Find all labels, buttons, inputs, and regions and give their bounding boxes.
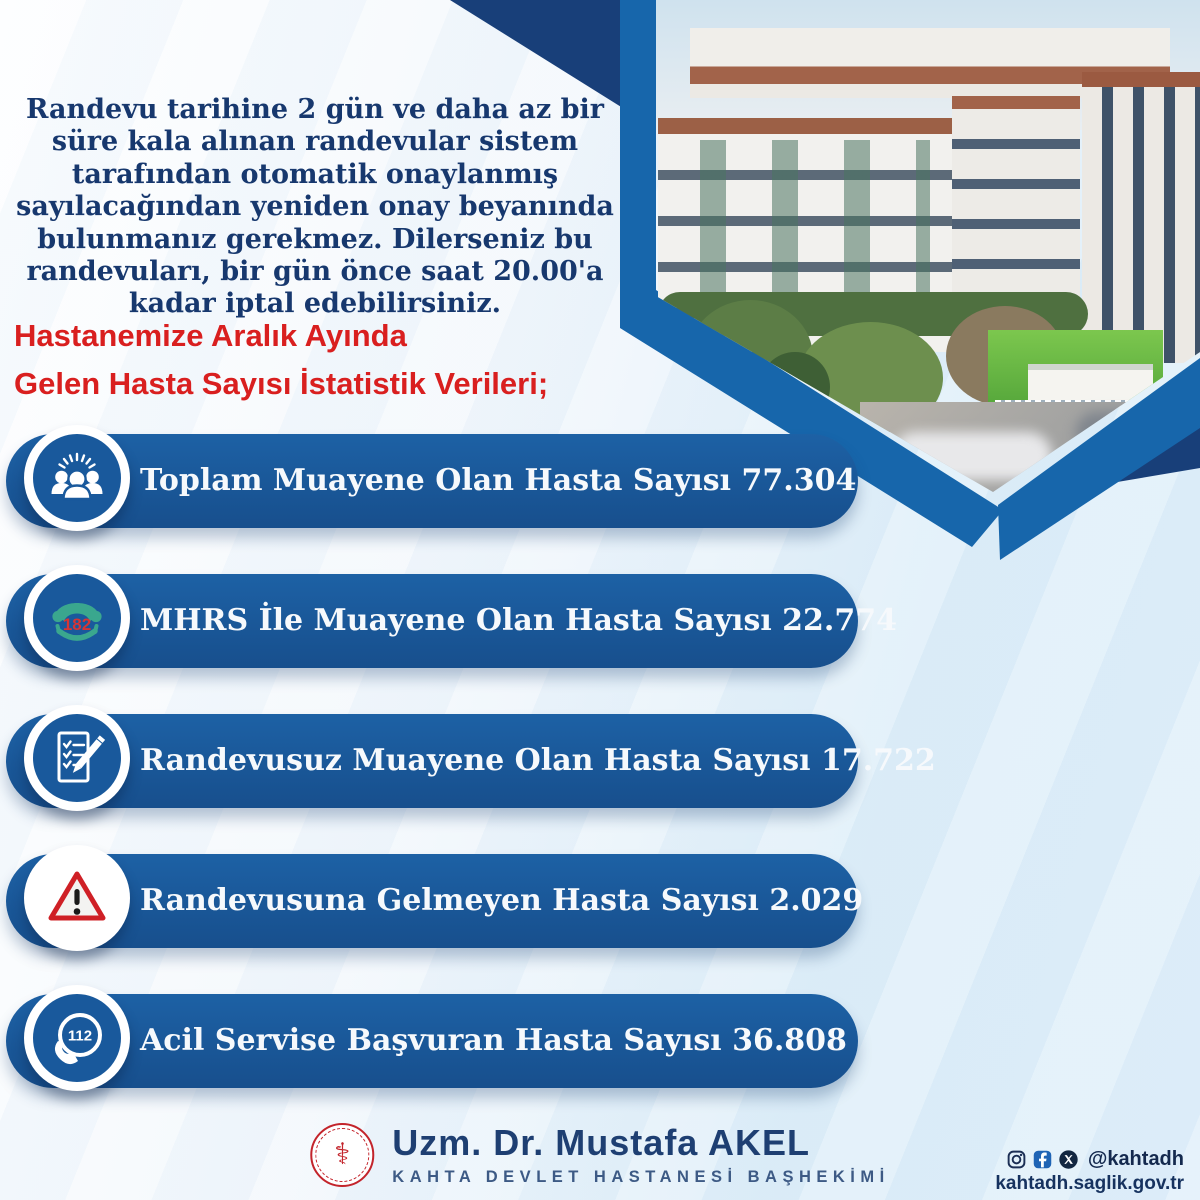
people-group-icon: [24, 425, 130, 531]
photo-building-right: [1082, 72, 1200, 363]
statistics-title-line2: Gelen Hasta Sayısı İstatistik Verileri;: [14, 366, 549, 402]
instagram-icon: [1006, 1149, 1027, 1170]
social-handle: @kahtadh: [1087, 1148, 1184, 1170]
stat-row-total-examined: [6, 434, 858, 528]
mhrs-182-phone-icon: [24, 565, 130, 671]
emergency-icon-number: 112: [67, 1027, 93, 1045]
appointment-notice-text: Randevu tarihine 2 gün ve daha az bir süre kala alınan randevular sistem tarafından otomatik onaylanmış sayılacağından yeniden onay beyanında bulunmanız gerekmez. Dilerseniz bu randevuları, bir gün önce saat 20.00'a kadar iptal edebilirsiniz.: [16, 94, 614, 320]
website-url: kahtadh.saglik.gov.tr: [995, 1173, 1184, 1194]
stat-row-noshow: [6, 854, 864, 948]
stat-label: Acil Servise Başvuran Hasta Sayısı 36.808: [140, 1023, 847, 1058]
stat-label: Toplam Muayene Olan Hasta Sayısı 77.304: [140, 463, 857, 498]
statistics-title: [14, 312, 644, 408]
warning-triangle-icon: [24, 845, 130, 951]
chief-physician-name: Uzm. Dr. Mustafa AKEL: [392, 1122, 811, 1163]
stat-row-mhrs: [6, 574, 897, 668]
caduceus-icon: ⚕: [334, 1136, 351, 1172]
stat-label: MHRS İle Muayene Olan Hasta Sayısı 22.774: [140, 603, 897, 638]
stat-row-emergency: [6, 994, 858, 1088]
checklist-pencil-icon: [24, 705, 130, 811]
ministry-of-health-logo: [310, 1123, 374, 1187]
social-row: [995, 1148, 1184, 1171]
stat-label: Randevusuz Muayene Olan Hasta Sayısı 17.722: [140, 743, 936, 778]
x-icon: [1058, 1149, 1079, 1170]
social-block: [995, 1148, 1184, 1195]
stat-row-walkin: [6, 714, 936, 808]
emergency-112-phone-icon: [24, 985, 130, 1091]
facebook-icon: [1032, 1149, 1053, 1170]
footer-text: [392, 1122, 889, 1187]
stat-label: Randevusuna Gelmeyen Hasta Sayısı 2.029: [140, 883, 864, 918]
chief-physician-title: KAHTA DEVLET HASTANESİ BAŞHEKİMİ: [392, 1168, 890, 1186]
mhrs-icon-number: 182: [62, 615, 92, 634]
statistics-title-line1: Hastanemize Aralık Ayında: [14, 318, 407, 353]
footer: [310, 1122, 889, 1187]
